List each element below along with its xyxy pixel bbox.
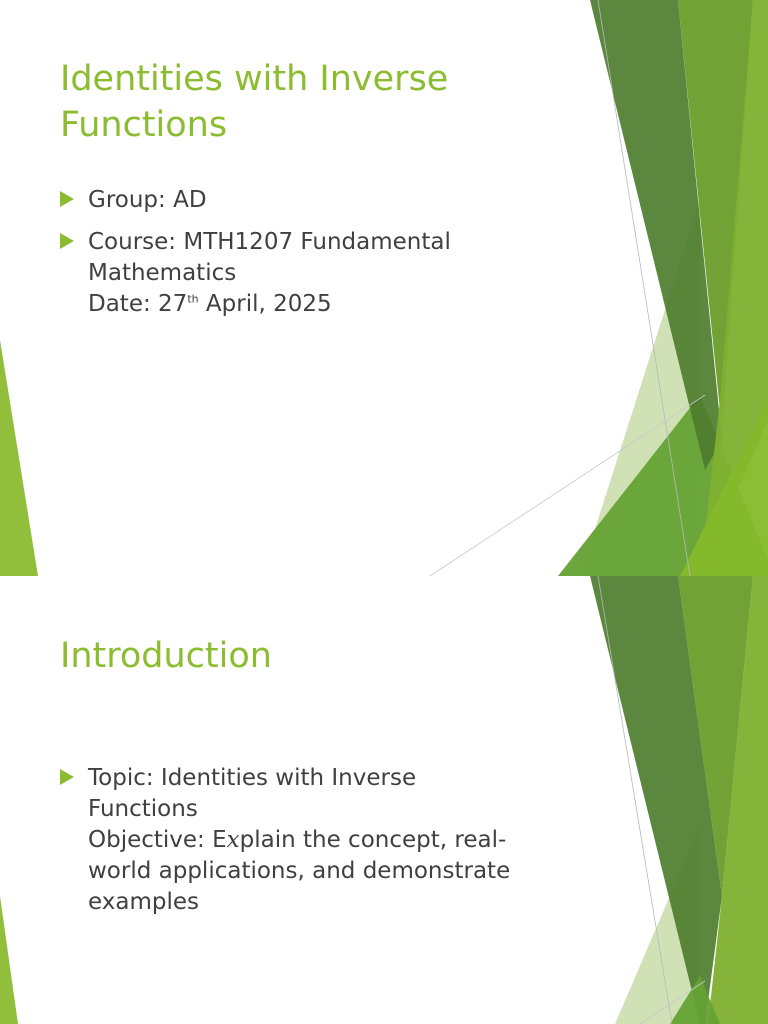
objective-line-3: examples [88, 889, 199, 915]
course-line-1: Course: MTH1207 Fundamental [88, 229, 451, 255]
objective-line-2: world applications, and demonstrate [88, 858, 511, 884]
bullet-arrow-icon [60, 233, 74, 249]
list-item [60, 227, 550, 320]
topic-line-1: Topic: Identities with Inverse [88, 765, 417, 791]
objective-rest: plain the concept, real- [239, 827, 507, 853]
topic-line-2: Functions [88, 796, 198, 822]
date-prefix: Date: 27 [88, 291, 188, 317]
date-suffix: April, 2025 [198, 291, 332, 317]
slide-2 [0, 576, 768, 1024]
bullet-arrow-icon [60, 191, 74, 207]
bullet-list [60, 763, 550, 929]
date-line [88, 289, 550, 320]
date-superscript: th [187, 292, 199, 306]
facet-left-edge [0, 896, 18, 1024]
bullet-list [60, 185, 550, 331]
group-text: Group: AD [88, 187, 207, 213]
slide-title: Identities with Inverse Functions [60, 59, 449, 145]
list-item [60, 763, 550, 918]
facet-left-edge [0, 340, 38, 576]
objective-line-1 [88, 825, 550, 856]
list-item [60, 185, 550, 216]
objective-italic-x: x [226, 827, 240, 853]
slide-title: Introduction [60, 636, 272, 676]
course-line-2: Mathematics [88, 260, 237, 286]
objective-prefix: Objective: E [88, 827, 227, 853]
bullet-arrow-icon [60, 769, 74, 785]
